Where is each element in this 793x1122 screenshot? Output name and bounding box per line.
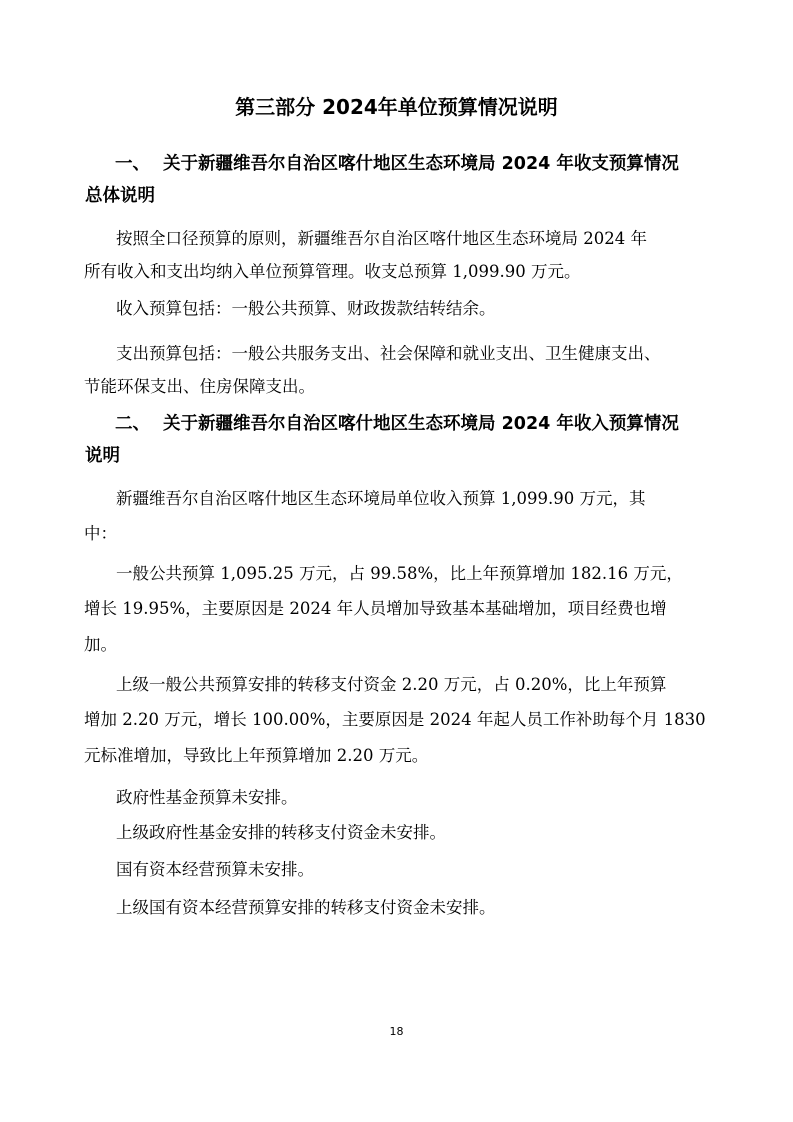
section-heading-line: 说明 — [85, 446, 120, 466]
paragraph-line: 政府性基金预算未安排。 — [116, 788, 298, 807]
section-heading-2 — [85, 408, 710, 466]
section-number: 二、 — [115, 414, 150, 434]
paragraph-line: 上级政府性基金安排的转移支付资金未安排。 — [116, 823, 446, 842]
page-title: 第三部分 2024年单位预算情况说明 — [235, 95, 558, 119]
paragraph-line: 新疆维吾尔自治区喀什地区生态环境局单位收入预算 1,099.90 万元，其 — [116, 489, 646, 508]
paragraph-line: 节能环保支出、住房保障支出。 — [84, 377, 315, 396]
section-number: 一、 — [115, 154, 150, 174]
paragraph-line: 按照全口径预算的原则，新疆维吾尔自治区喀什地区生态环境局 2024 年 — [116, 229, 647, 248]
paragraph-line: 元标准增加，导致比上年预算增加 2.20 万元。 — [84, 746, 429, 765]
paragraph-line: 上级一般公共预算安排的转移支付资金 2.20 万元，占 0.20%，比上年预算 — [116, 675, 667, 694]
paragraph-line: 增长 19.95%，主要原因是 2024 年人员增加导致基本基础增加，项目经费也增 — [84, 599, 667, 618]
paragraph-line: 一般公共预算 1,095.25 万元，占 99.58%，比上年预算增加 182.16 万元， — [116, 564, 683, 583]
paragraph-line: 所有收入和支出均纳入单位预算管理。收支总预算 1,099.90 万元。 — [84, 262, 581, 281]
paragraph-line: 增加 2.20 万元，增长 100.00%，主要原因是 2024 年起人员工作补助每个月 1830 — [84, 710, 706, 729]
paragraph-line: 上级国有资本经营预算安排的转移支付资金未安排。 — [116, 898, 496, 917]
paragraph-line: 加。 — [84, 635, 117, 654]
section-heading-1 — [85, 148, 710, 206]
section-heading-line: 关于新疆维吾尔自治区喀什地区生态环境局 2024 年收入预算情况 — [163, 414, 679, 434]
paragraph-line: 国有资本经营预算未安排。 — [116, 860, 314, 879]
section-heading-line: 关于新疆维吾尔自治区喀什地区生态环境局 2024 年收支预算情况 — [163, 154, 679, 174]
paragraph-line: 中： — [84, 524, 117, 543]
section-heading-line: 总体说明 — [85, 186, 155, 206]
paragraph-line: 支出预算包括：一般公共服务支出、社会保障和就业支出、卫生健康支出、 — [116, 344, 661, 363]
page-number: 18 — [389, 1025, 404, 1038]
paragraph-line: 收入预算包括：一般公共预算、财政拨款结转结余。 — [116, 299, 496, 318]
